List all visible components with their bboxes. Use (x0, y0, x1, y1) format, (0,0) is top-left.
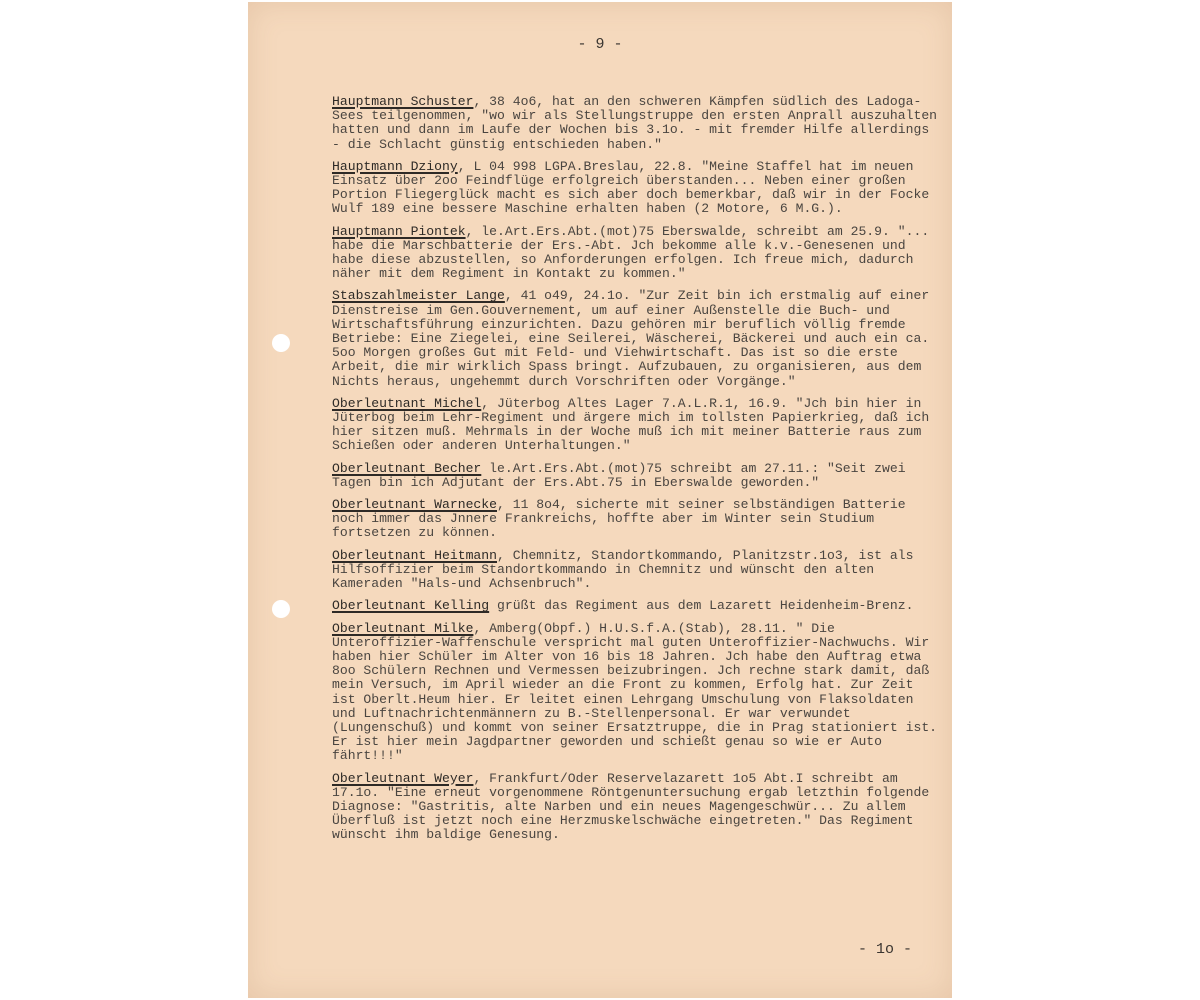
entry-text: , L 04 998 LGPA.Breslau, 22.8. "Meine Staffel hat im neuen Einsatz über 2oo Feindflüge erfolgreich überstanden... Neben einer großen Portion Fliegerglück macht es sich aber doch bemerkbar, daß wir in der Focke Wulf 189 eine bessere Maschine erhalten haben (2 Motore, 6 M.G.). (332, 158, 938, 217)
punch-hole-lower (272, 600, 290, 618)
entry-name: Oberleutnant Michel (332, 395, 482, 411)
entry (332, 289, 942, 388)
entry-text: , 41 o49, 24.1o. "Zur Zeit bin ich erstmalig auf einer Dienstreise im Gen.Gouvernement, um auf einer Außenstelle die Buch- und Wirtschaftsführung einzurichten. Dazu gehören mir beruflich völlig fremde Betriebe: Eine Ziegelei, eine Seilerei, Wäscherei, Bäckerei und auch ein ca. 5oo Morgen großes Gut mit Feld- und Viehwirtschaft. Das ist so die erste Arbeit, die mir wirklich Spass bringt. Aufzubauen, zu organisieren, aus dem Nichts heraus, ungehemmt durch Vorschriften oder Vorgänge." (332, 288, 938, 389)
page-number: - 9 - (577, 36, 623, 53)
entry (332, 160, 942, 217)
punch-hole-upper (272, 334, 290, 352)
entry (332, 599, 942, 613)
entry-text: , 38 4o6, hat an den schweren Kämpfen südlich des Ladoga-Sees teilgenommen, "wo wir als Stellungstruppe den ersten Anprall auszuhalten hatten und dann im Laufe der Wochen bis 3.1o. - mit fremder Hilfe allerdings - die Schlacht günstig entschieden haben." (332, 94, 945, 152)
entry-name: Oberleutnant Heitmann (332, 547, 498, 563)
entry-text: , Amberg(Obpf.) H.U.S.f.A.(Stab), 28.11. " Die Unteroffizier-Waffenschule verspricht mal guten Unteroffizier-Nachwuchs. Wir haben hier Schüler im Alter von 16 bis 18 Jahren. Jch habe den Auftrag etwa 8oo Schülern Rechnen und Vermessen beizubringen. Jch rechne stark damit, daß mein Versuch, im April wieder an die Front zu kommen, Erfolg hat. Zur Zeit ist Oberlt.Heum hier. Er leitet einen Lehrgang Umschulung von Flaksoldaten und Luftnachrichtenmännern zu B.-Stellenpersonal. Er war verwundet (Lungenschuß) und kommt von seiner Ersatztruppe, die in Prag stationiert ist. Er ist hier mein Jagdpartner geworden und schießt genau so wie er Auto fährt!!!" (332, 620, 945, 764)
entry (332, 620, 945, 764)
entry-text: , Chemnitz, Standortkommando, Planitzstr.1o3, ist als Hilfsoffizier beim Standortkommando in Chemnitz und wünscht den alten Kameraden "Hals-und Achsenbruch". (332, 547, 922, 592)
entry (332, 462, 942, 490)
entry-text: , 11 8o4, sicherte mit seiner selbständigen Batterie noch immer das Jnnere Frankreichs, hoffte aber im Winter sein Studium fortsetzen zu können. (332, 497, 914, 541)
entry-name: Oberleutnant Kelling (332, 598, 490, 614)
entry-name: Hauptmann Piontek (332, 223, 466, 239)
next-page-marker: - 1o - (857, 941, 912, 958)
entry-text: , le.Art.Ers.Abt.(mot)75 Eberswalde, schreibt am 25.9. "... habe die Marschbatterie der Ers.-Abt. Jch bekomme alle k.v.-Genesenen und habe diese abzustellen, so Anforderungen erfolgen. Ich freue mich, dadurch näher mit dem Regiment in Kontakt zu kommen." (332, 223, 938, 282)
entry (332, 498, 942, 541)
entry (332, 397, 942, 454)
entry-text: , Jüterbog Altes Lager 7.A.L.R.1, 16.9. "Jch bin hier in Jüterbog beim Lehr-Regiment und ärgere mich im tollsten Papierkrieg, daß ich hier sitzen muß. Mehrmals in der Woche muß ich mit meiner Batterie raus zum Schießen oder anderen Unterhaltungen." (332, 395, 938, 454)
entry (332, 94, 945, 152)
entry (332, 225, 942, 282)
entry-text: le.Art.Ers.Abt.(mot)75 schreibt am 27.11.: "Seit zwei Tagen bin ich Adjutant der Ers.Abt.75 in Eberswalde geworden." (332, 460, 914, 490)
document-body (332, 94, 945, 851)
entry-name: Oberleutnant Milke (332, 620, 474, 636)
entry-name: Oberleutnant Weyer (332, 770, 474, 786)
entry-name: Hauptmann Schuster (332, 94, 474, 109)
entry-name: Hauptmann Dziony (332, 158, 458, 174)
entry-name: Oberleutnant Warnecke (332, 497, 498, 513)
entry-text: , Frankfurt/Oder Reservelazarett 1o5 Abt.I schreibt am 17.1o. "Eine erneut vorgenommene Röntgenuntersuchung ergab letzthin folgende Diagnose: "Gastritis, alte Narben und ein neues Magengeschwür... Zu allem Überfluß ist jetzt noch eine Herzmuskelschwäche eingetreten." Das Regiment wünscht ihm baldige Genesung. (332, 770, 938, 843)
entry-text: grüßt das Regiment aus dem Lazarett Heidenheim-Brenz. (489, 598, 914, 614)
entry (332, 549, 942, 592)
entry (332, 772, 942, 843)
entry-name: Stabszahlmeister Lange (332, 288, 505, 304)
entry-name: Oberleutnant Becher (332, 460, 482, 476)
document-page (248, 2, 952, 998)
